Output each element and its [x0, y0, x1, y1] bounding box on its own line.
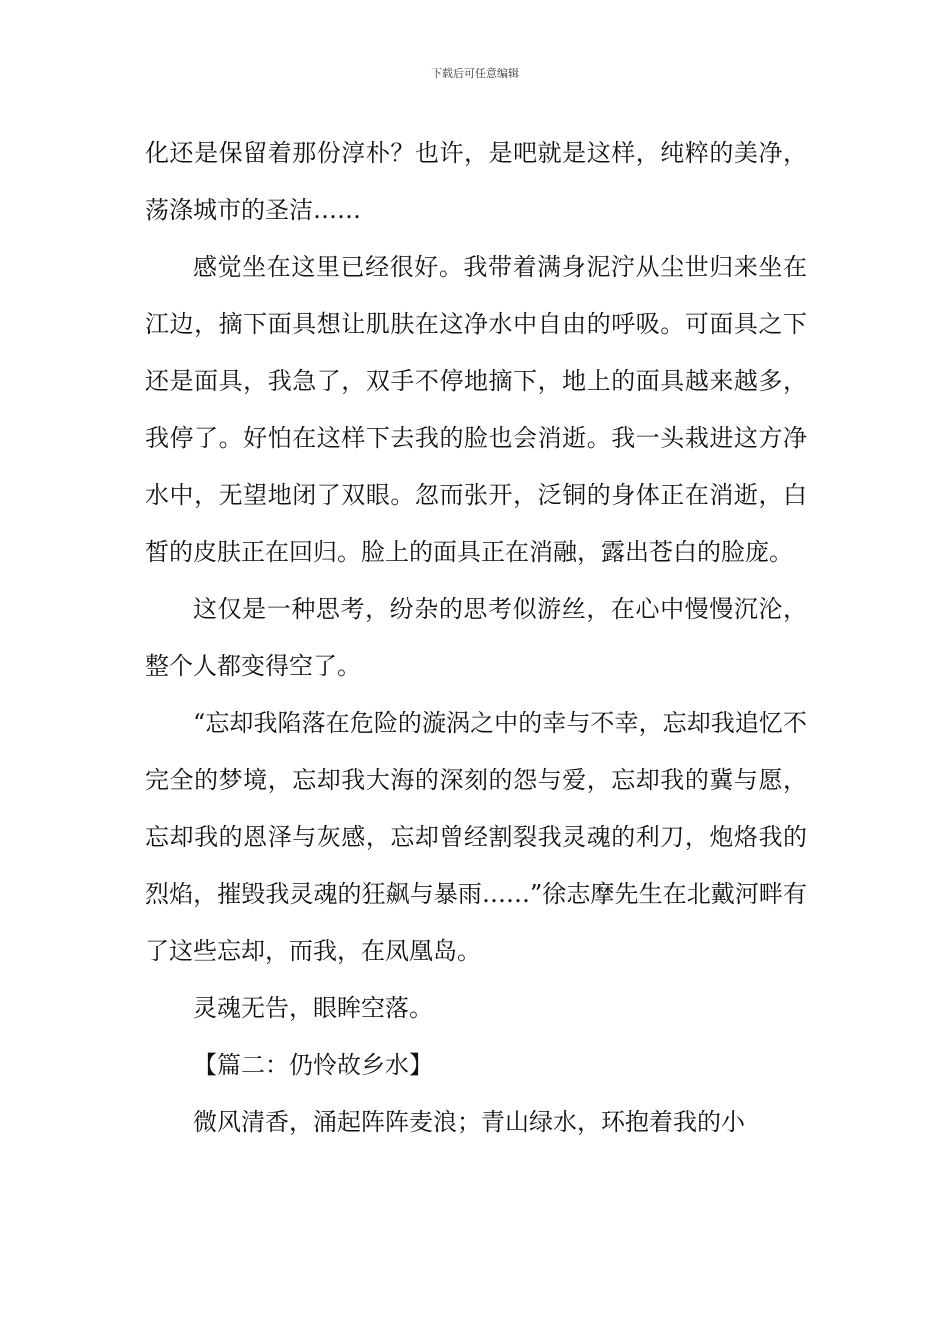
paragraph-soul: 灵魂无告，眼眸空落。 [193, 994, 433, 1022]
paragraph-breeze: 微风清香，涌起阵阵麦浪；青山绿水，环抱着我的小 [193, 1108, 745, 1136]
paragraph-thought: 这仅是一种思考，纷杂的思考似游丝，在心中慢慢沉沦，整个人都变得空了。 [145, 595, 807, 680]
paragraph-mask: 感觉坐在这里已经很好。我带着满身泥泞从尘世归来坐在江边，摘下面具想让肌肤在这净水中自由的呼吸。可面具之下还是面具，我急了，双手不停地摘下，地上的面具越来越多，我停了。好怕在这样下去我的脸也会消逝。我一头栽进这方净水中，无望地闭了双眼。忽而张开，泛铜的身体正在消逝，白皙的皮肤正在回归。脸上的面具正在消融，露出苍白的脸庞。 [145, 253, 807, 566]
paragraph-quote: “忘却我陷落在危险的漩涡之中的幸与不幸，忘却我追忆不完全的梦境，忘却我大海的深刻的怨与爱，忘却我的冀与愿，忘却我的恩泽与灰感，忘却曾经割裂我灵魂的利刀，炮烙我的烈焰，摧毁我灵魂的狂飙与暴雨……”徐志摩先生在北戴河畔有了这些忘却，而我，在凤凰岛。 [145, 709, 807, 965]
section-heading: 【篇二：仍怜故乡水】 [193, 1051, 433, 1079]
paragraph-continuation: 化还是保留着那份淳朴？也许，是吧就是这样，纯粹的美净，荡涤城市的圣洁…… [145, 139, 807, 224]
document-body [145, 125, 807, 1151]
page-header-note: 下载后可任意编辑 [431, 67, 519, 80]
